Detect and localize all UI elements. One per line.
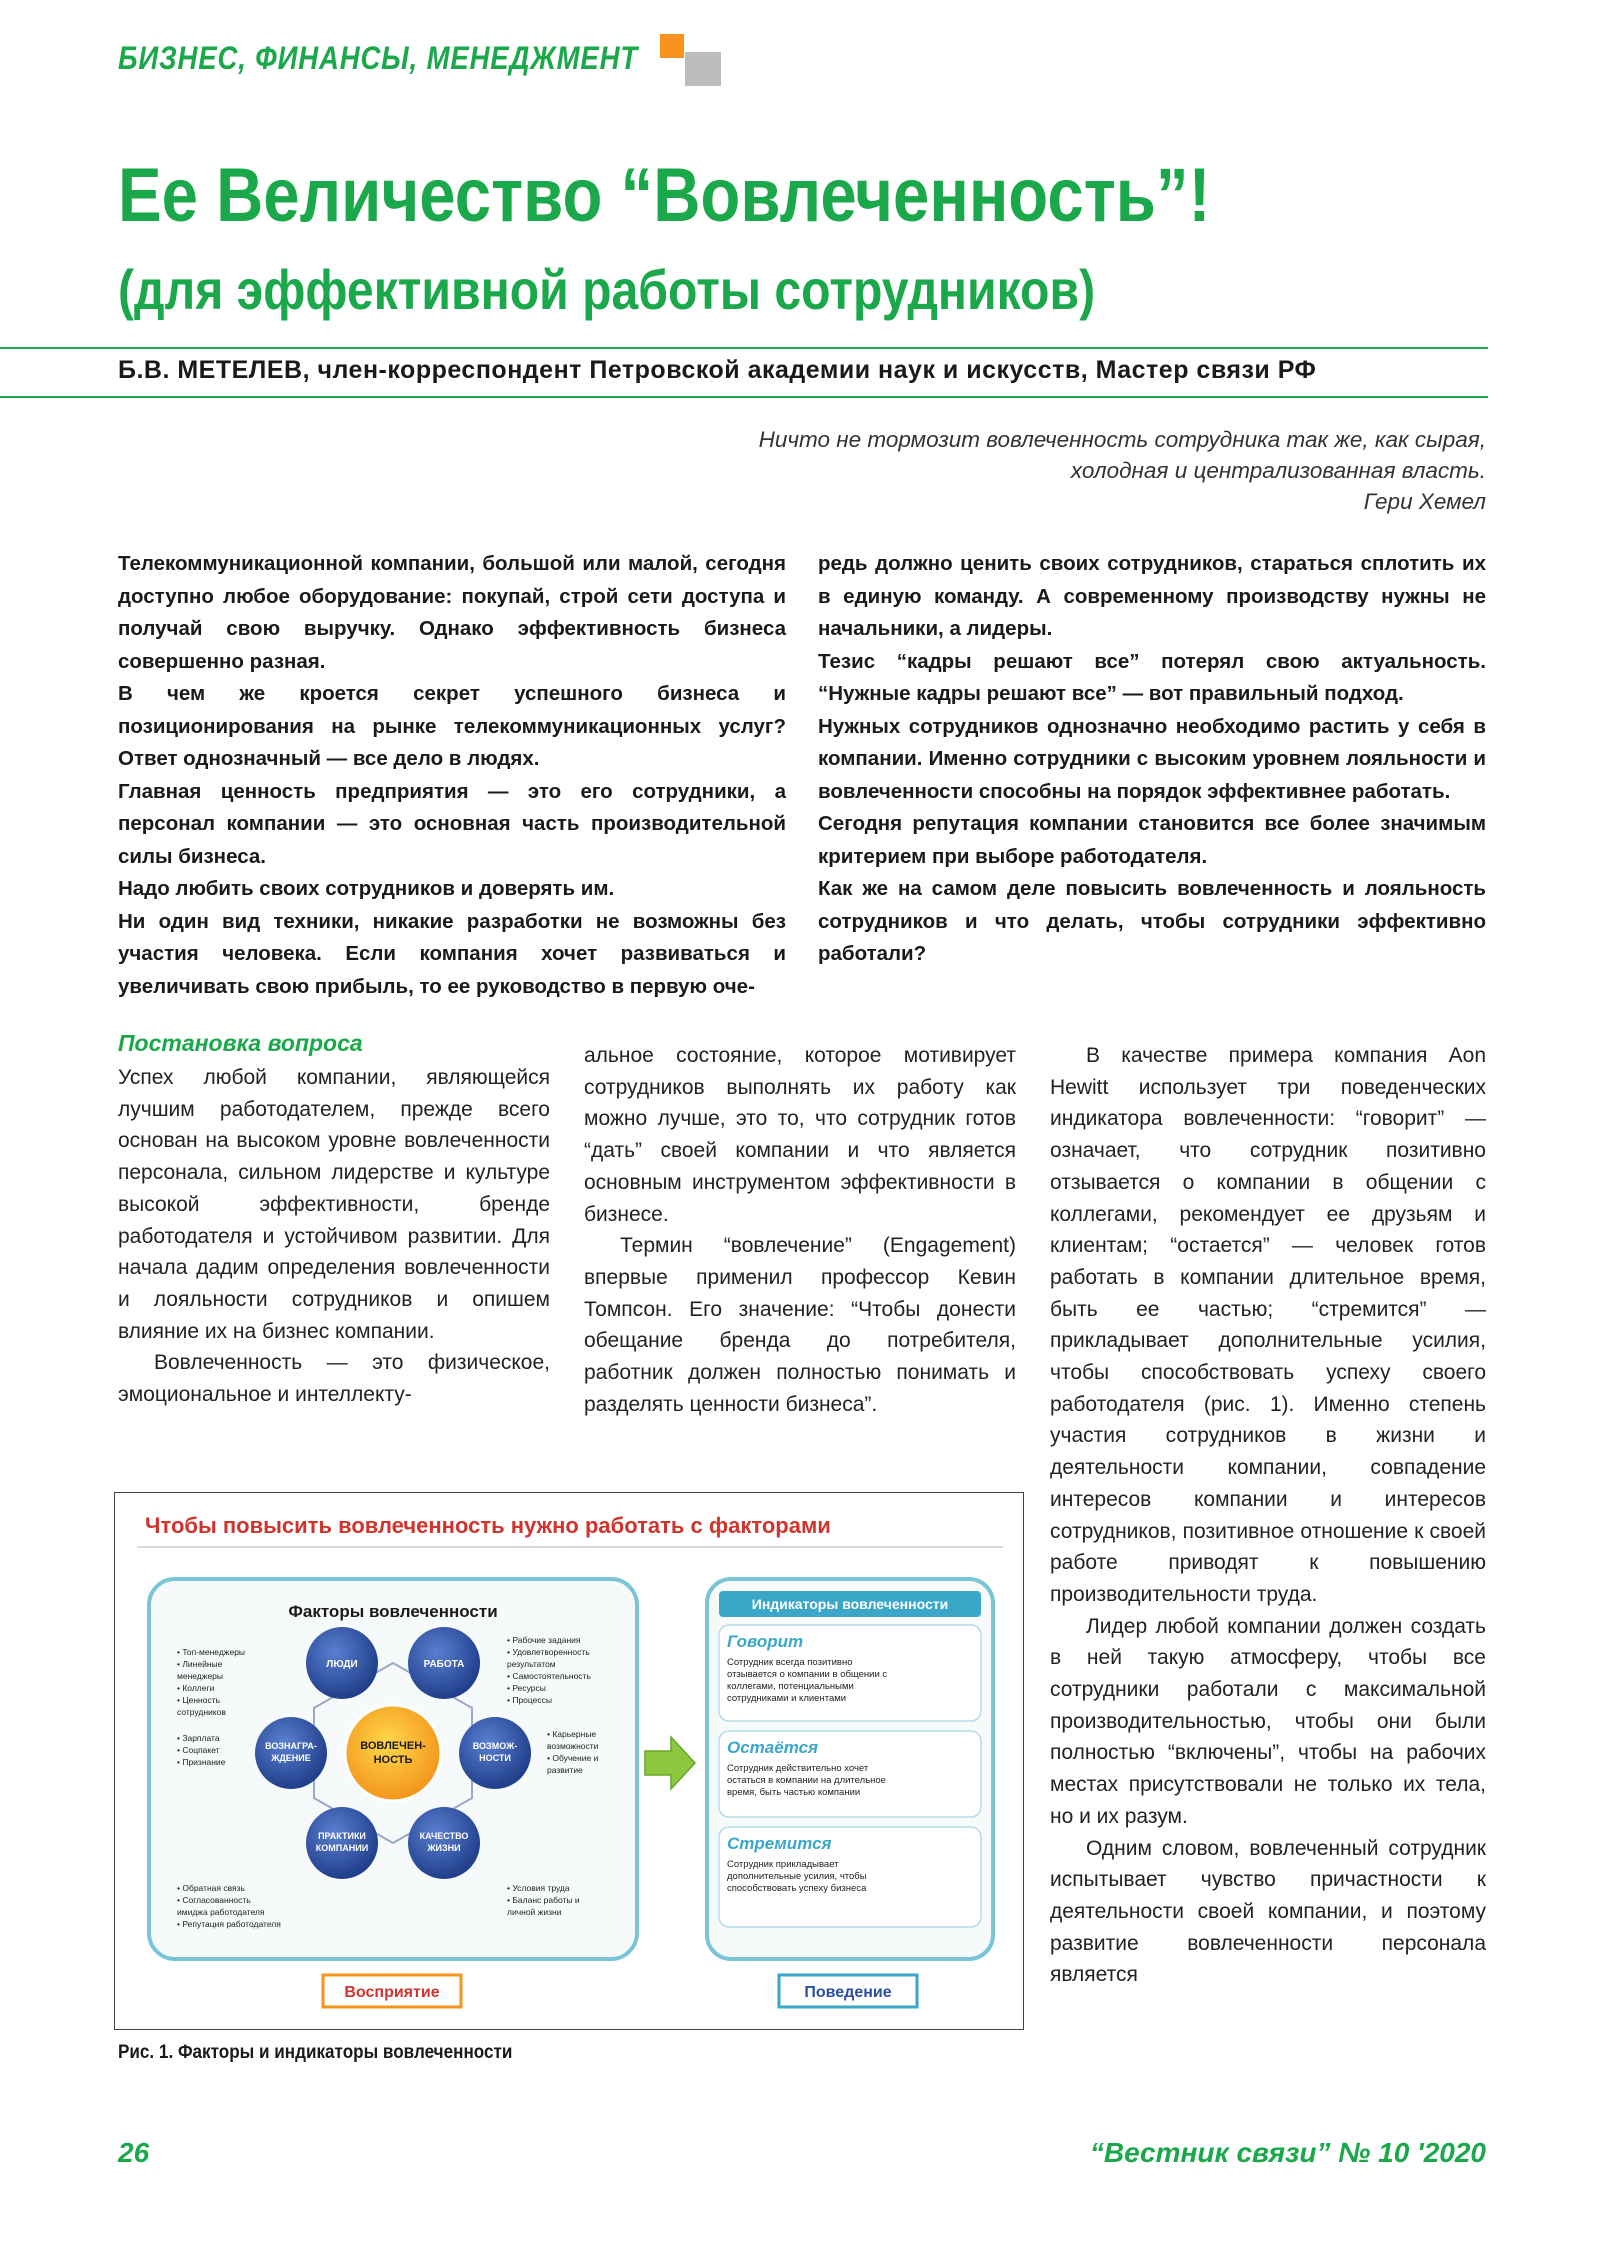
node-label: ЛЮДИ [326, 1659, 358, 1670]
body-paragraph: Успех любой компании, являющейся лучшим работодателем, прежде всего основан на высоком уровне вовлеченности персонала, сильном лидерстве и культуре высокой эффективности, бренде работодателя и устойчивом развитии. Для начала дадим определения вовлеченности и лояльности сотрудников и опишем влияние их на бизнес компании. [118, 1066, 550, 1343]
list-quality: • Условия труда • Баланс работы и личной жизни [507, 1883, 580, 1917]
lead-paragraph: Тезис “кадры решают все” потерял свою актуальность. “Нужные кадры решают все” — вот правильный подход. [818, 649, 1486, 705]
lead-paragraph: Сегодня репутация компании становится все более значимым критерием при выборе работодателя. [818, 812, 1486, 868]
body-paragraph: Термин “вовлечение” (Engagement) впервые применил профессор Кевин Томпсон. Его значение: “Чтобы донести обещание бренда до потребителя, работник должен полностью понимать и разделять ценности бизнеса”. [584, 1234, 1016, 1416]
lead-paragraph: Надо любить своих сотрудников и доверять им. [118, 877, 615, 900]
node-label: ВОЗМОЖ- [472, 1741, 518, 1751]
list-work: • Рабочие задания • Удовлетворенность результатом • Самостоятельность • Ресурсы • Процессы [507, 1635, 591, 1705]
node-label: КОМПАНИИ [315, 1843, 369, 1853]
lead-column-right [818, 548, 1486, 971]
indicator-text: Сотрудник действительно хочет остаться в компании на длительное время, быть частью компании [727, 1763, 886, 1798]
body-column-2 [584, 1040, 1016, 1420]
section-heading: Постановка вопроса [118, 1030, 363, 1056]
list-opportunities: • Карьерные возможности • Обучение и развитие [547, 1729, 599, 1775]
epigraph-source: Гери Хемел [1363, 489, 1486, 514]
node-label: ВОЗНАГРА- [265, 1741, 317, 1751]
figure-engagement [114, 1492, 1024, 2030]
body-column-3 [1050, 1040, 1486, 1991]
rubric-header: БИЗНЕС, ФИНАНСЫ, МЕНЕДЖМЕНТ [118, 40, 639, 76]
lead-paragraph: Как же на самом деле повысить вовлеченность и лояльность сотрудников и что делать, чтобы сотрудники эффективно работали? [818, 877, 1486, 965]
decor-square-orange [660, 34, 684, 58]
figure-caption: Рис. 1. Факторы и индикаторы вовлеченности [118, 2042, 513, 2063]
list-reward: • Зарплата • Соцпакет • Признание [177, 1733, 226, 1767]
arrow-icon [645, 1737, 695, 1789]
list-people: • Топ-менеджеры • Линейные менеджеры • Коллеги • Ценность сотрудников [177, 1647, 246, 1717]
indicator-name: Говорит [727, 1632, 804, 1651]
divider-bottom [0, 396, 1488, 398]
article-title: Ее Величество “Вовлеченность”! [118, 153, 1211, 238]
article-subtitle: (для эффективной работы сотрудников) [118, 258, 1096, 321]
body-paragraph: альное состояние, которое мотивирует сотрудников выполнять их работу как можно лучше, это то, что сотрудник готов “дать” своей компании и что является основным инструментом эффективности в бизнесе. [584, 1044, 1016, 1226]
center-label: ВОВЛЕЧЕН- [360, 1740, 426, 1752]
page-number: 26 [118, 2137, 150, 2168]
node-label: ПРАКТИКИ [318, 1831, 366, 1841]
behavior-label: Поведение [804, 1984, 892, 2001]
body-paragraph: В качестве примера компания Aon Hewitt использует три поведенческих индикатора вовлеченности: “говорит” — означает, что сотрудник позитивно отзывается о компании в общении с коллегами, рекомендует ее друзьям и клиентам; “остается” — человек готов работать в компании длительное время, быть ее частью; “стремится” — прикладывает дополнительные усилия, чтобы способствовать успеху своего работодателя (рис. 1). Именно степень участия сотрудников в жизни и деятельности компании, совпадение интересов компании и интересов сотрудников, позитивное отношение к своей работе приводят к повышению производительности труда. [1050, 1044, 1486, 1606]
figure-title: Чтобы повысить вовлеченность нужно работать с факторами [145, 1513, 831, 1538]
epigraph-line: холодная и централизованная власть. [1070, 458, 1486, 483]
list-practices: • Обратная связь • Согласованность имиджа работодателя • Репутация работодателя [177, 1883, 281, 1929]
figure-diagram [115, 1493, 1023, 2029]
lead-paragraph: Нужных сотрудников однозначно необходимо растить у себя в компании. Именно сотрудники с высоким уровнем лояльности и вовлеченности способны на порядок эффективнее работать. [818, 714, 1486, 803]
body-paragraph: Одним словом, вовлеченный сотрудник испытывает чувство причастности к деятельности своей компании, и поэтому развитие вовлеченности персонала является [1050, 1836, 1486, 1987]
epigraph [560, 424, 1486, 517]
journal-issue: “Вестник связи” № 10 '2020 [1089, 2137, 1486, 2168]
node-label: НОСТИ [479, 1753, 511, 1763]
center-circle [345, 1705, 441, 1801]
indicator-text: Сотрудник прикладывает дополнительные усилия, чтобы способствовать успеху бизнеса [727, 1859, 867, 1894]
lead-column-left [118, 548, 786, 1003]
lead-paragraph: Телекоммуникационной компании, большой или малой, сегодня доступно любое оборудование: покупай, строй сети доступа и получай свою выручку. Однако эффективность бизнеса совершенно разная. [118, 552, 786, 673]
indicator-text: Сотрудник всегда позитивно отзывается о компании в общении с коллегами, потенциальными сотрудниками и клиентами [727, 1657, 888, 1704]
node-label: РАБОТА [423, 1659, 465, 1670]
decor-square-gray [685, 52, 721, 86]
lead-paragraph: В чем же кроется секрет успешного бизнеса и позиционирования на рынке телекоммуникационных услуг? Ответ однозначный — все дело в людях. [118, 682, 786, 770]
divider-top [0, 347, 1488, 349]
author-line: Б.В. МЕТЕЛЕВ, член-корреспондент Петровской академии наук и искусств, Мастер связи РФ [118, 356, 1317, 384]
node-label: КАЧЕСТВО [419, 1831, 469, 1841]
node-label: ЖИЗНИ [427, 1843, 461, 1853]
lead-paragraph: Ни один вид техники, никакие разработки не возможны без участия человека. Если компания хочет развиваться и увеличивать свою прибыль, то ее руководство в первую оче- [118, 909, 786, 998]
body-column-1 [118, 1062, 550, 1411]
node-label: ЖДЕНИЕ [271, 1753, 311, 1763]
factors-panel-title: Факторы вовлеченности [288, 1602, 498, 1621]
center-label: НОСТЬ [373, 1754, 413, 1766]
epigraph-line: Ничто не тормозит вовлеченность сотрудника так же, как сырая, [758, 427, 1486, 452]
indicators-panel-title: Индикаторы вовлеченности [751, 1596, 949, 1612]
body-paragraph: Вовлеченность — это физическое, эмоциональное и интеллекту- [118, 1351, 550, 1407]
indicator-name: Остаётся [727, 1738, 819, 1757]
lead-paragraph: редь должно ценить своих сотрудников, стараться сплотить их в единую команду. А современному производству нужны не начальники, а лидеры. [818, 552, 1486, 640]
body-paragraph: Лидер любой компании должен создать в ней такую атмосферу, чтобы все сотрудники работали с максимальной производительностью, чтобы они были полностью “включены”, чтобы на рабочих местах присутствовали не только их тела, но и их разум. [1050, 1614, 1486, 1828]
indicator-name: Стремится [727, 1834, 832, 1853]
perception-label: Восприятие [344, 1984, 440, 2001]
lead-paragraph: Главная ценность предприятия — это его сотрудники, а персонал компании — это основная часть производительной силы бизнеса. [118, 779, 786, 868]
